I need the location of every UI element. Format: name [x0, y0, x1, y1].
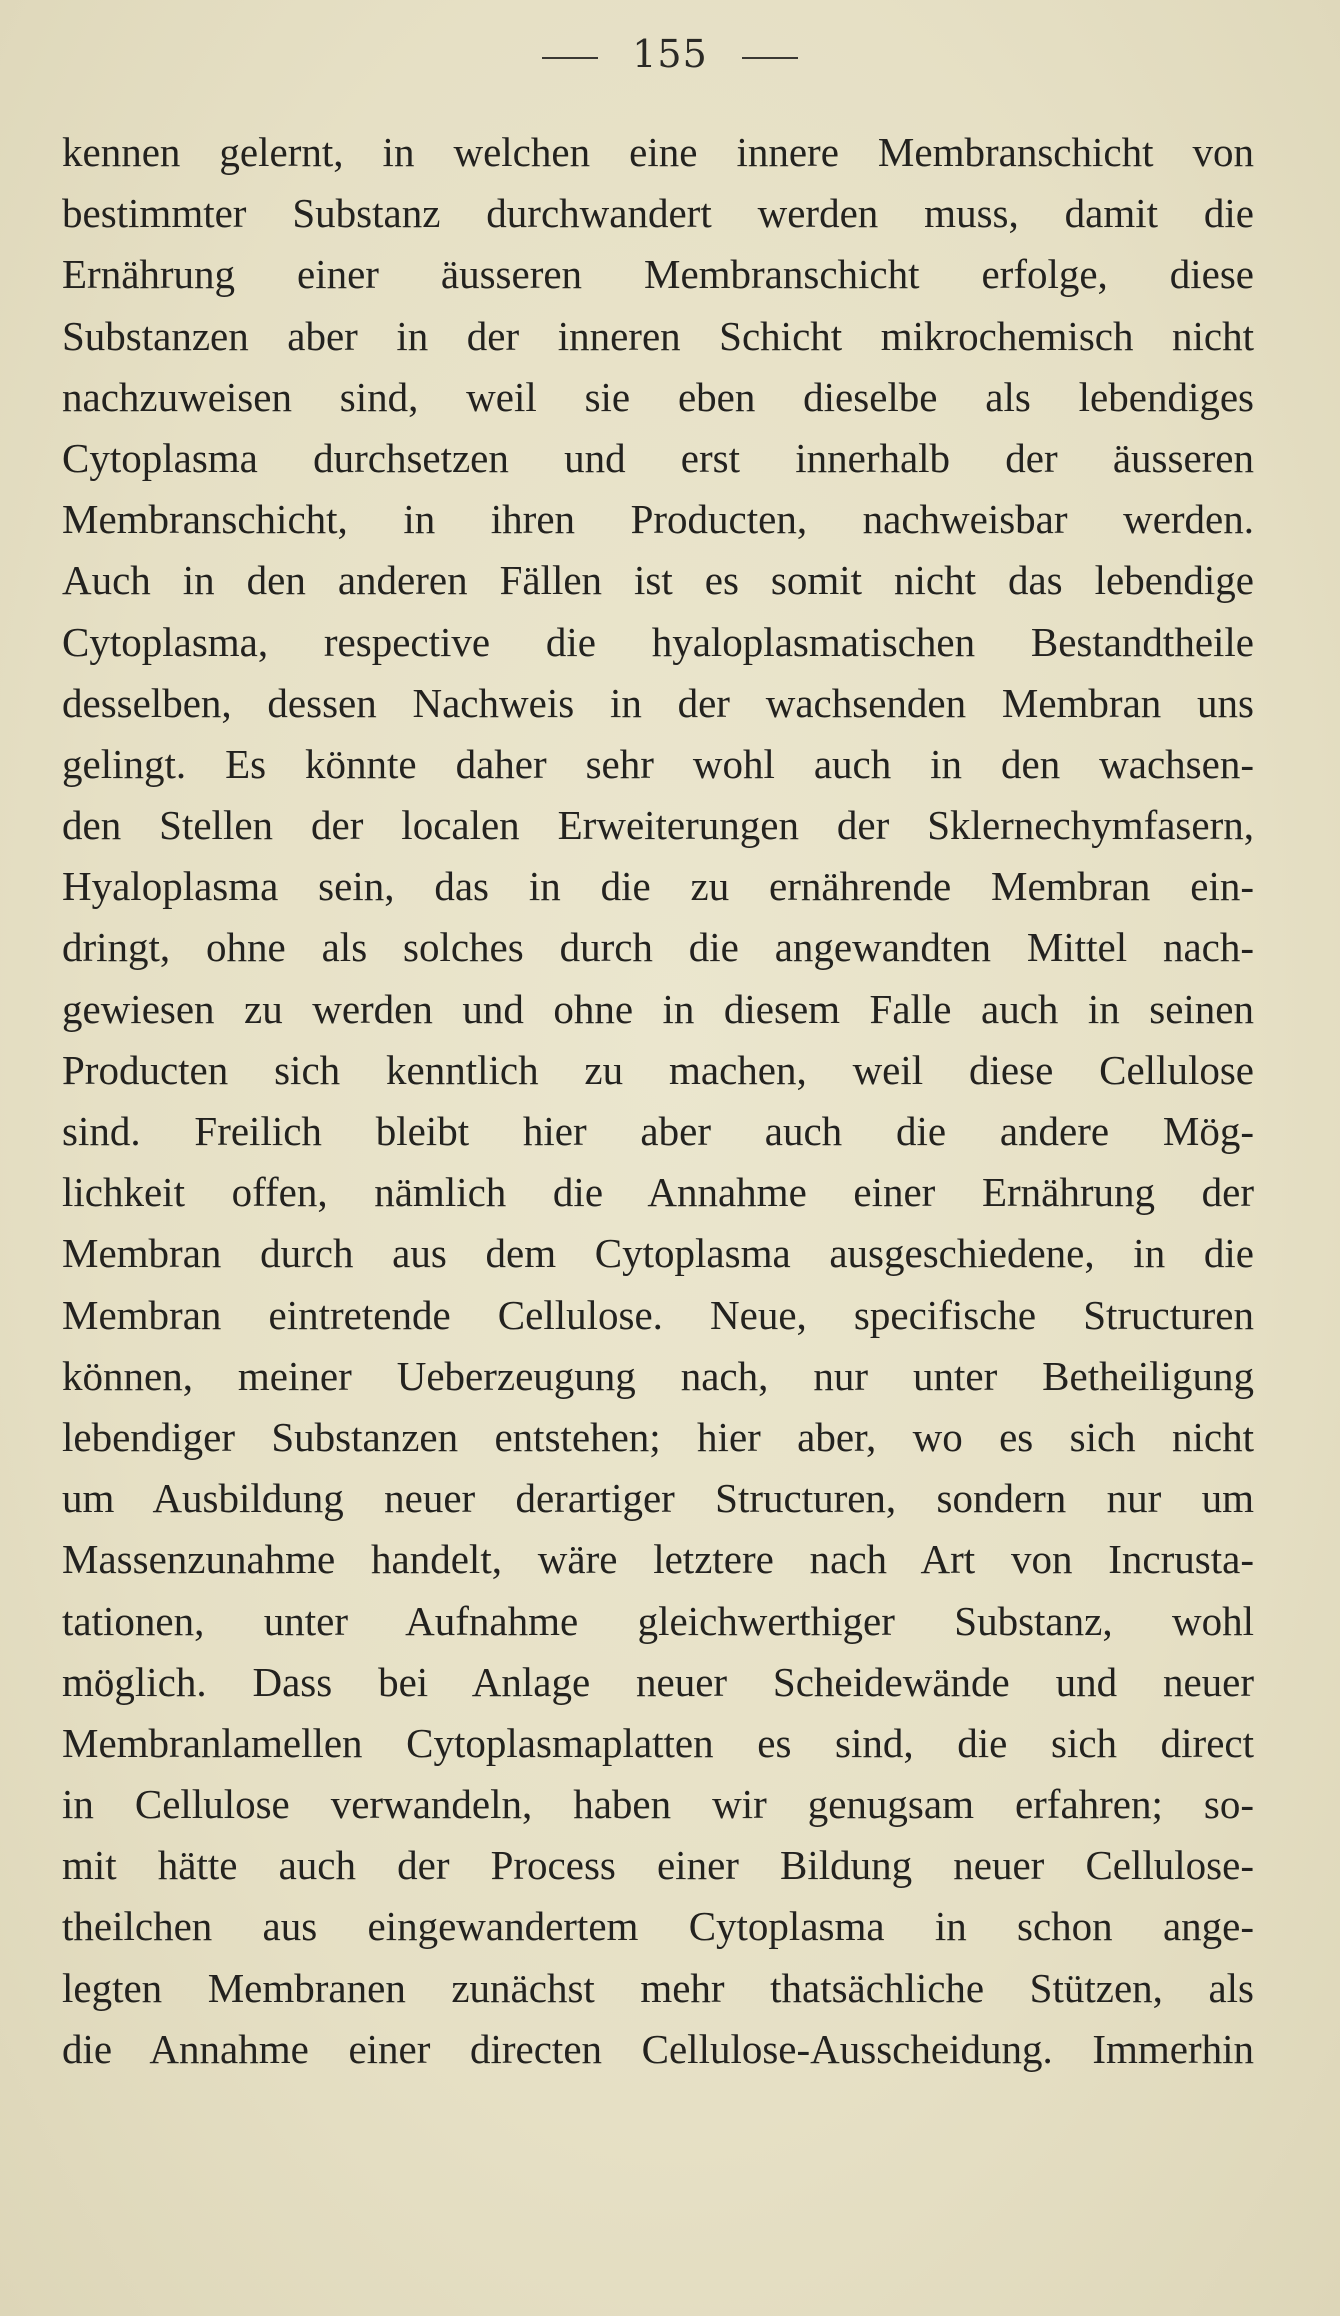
- text-line: gelingt. Es könnte daher sehr wohl auch in den wachsen-: [62, 740, 1254, 787]
- text-line: nachzuweisen sind, weil sie eben dieselbe als lebendiges: [62, 373, 1254, 420]
- text-line: Membranlamellen Cytoplasmaplatten es sind, die sich direct: [62, 1719, 1254, 1766]
- text-line: in Cellulose verwandeln, haben wir genugsam erfahren; so-: [62, 1781, 1254, 1828]
- text-line: sind. Freilich bleibt hier aber auch die andere Mög-: [62, 1108, 1254, 1154]
- text-line: bestimmter Substanz durchwandert werden muss, damit die: [62, 190, 1254, 237]
- text-line: legten Membranen zunächst mehr thatsächliche Stützen, als: [62, 1964, 1254, 2011]
- text-line: theilchen aus eingewandertem Cytoplasma in schon ange-: [62, 1903, 1254, 1950]
- text-line: mit hätte auch der Process einer Bildung neuer Cellulose-: [62, 1842, 1254, 1889]
- text-line: lichkeit offen, nämlich die Annahme einer Ernährung der: [62, 1169, 1254, 1216]
- text-line: dringt, ohne als solches durch die angewandten Mittel nach-: [62, 924, 1254, 971]
- text-line: die Annahme einer directen Cellulose-Ausscheidung. Immerhin: [62, 2025, 1254, 2072]
- text-line: kennen gelernt, in welchen eine innere Membranschicht von: [62, 129, 1254, 175]
- text-line: Auch in den anderen Fällen ist es somit nicht das lebendige: [62, 557, 1254, 604]
- text-line: Substanzen aber in der inneren Schicht mikrochemisch nicht: [62, 312, 1254, 359]
- text-line: gewiesen zu werden und ohne in diesem Falle auch in seinen: [62, 985, 1254, 1032]
- text-line: Membran durch aus dem Cytoplasma ausgeschiedene, in die: [62, 1230, 1254, 1277]
- text-line: Membran eintretende Cellulose. Neue, specifische Structuren: [62, 1291, 1254, 1338]
- header-dash-right: [742, 57, 798, 59]
- text-line: Ernährung einer äusseren Membranschicht erfolge, diese: [62, 251, 1254, 298]
- text-line: tationen, unter Aufnahme gleichwerthiger Substanz, wohl: [62, 1597, 1254, 1644]
- text-line: den Stellen der localen Erweiterungen der Sklernechymfasern,: [62, 802, 1254, 849]
- text-line: können, meiner Ueberzeugung nach, nur unter Betheiligung: [62, 1352, 1254, 1399]
- text-line: Cytoplasma durchsetzen und erst innerhalb der äusseren: [62, 434, 1254, 481]
- page-header: [0, 32, 1340, 76]
- text-line: Producten sich kenntlich zu machen, weil diese Cellulose: [62, 1046, 1254, 1093]
- text-line: desselben, dessen Nachweis in der wachsenden Membran uns: [62, 679, 1254, 726]
- text-line: um Ausbildung neuer derartiger Structuren, sondern nur um: [62, 1475, 1254, 1522]
- text-line: Cytoplasma, respective die hyaloplasmatischen Bestandtheile: [62, 618, 1254, 665]
- text-line: lebendiger Substanzen entstehen; hier aber, wo es sich nicht: [62, 1413, 1254, 1460]
- page-number: 155: [632, 32, 708, 76]
- text-line: möglich. Dass bei Anlage neuer Scheidewände und neuer: [62, 1658, 1254, 1705]
- text-line: Hyaloplasma sein, das in die zu ernährende Membran ein-: [62, 863, 1254, 910]
- text-line: Membranschicht, in ihren Producten, nachweisbar werden.: [62, 496, 1254, 543]
- header-dash-left: [542, 57, 598, 59]
- text-line: Massenzunahme handelt, wäre letztere nach Art von Incrusta-: [62, 1536, 1254, 1583]
- body-text: [62, 122, 1254, 2080]
